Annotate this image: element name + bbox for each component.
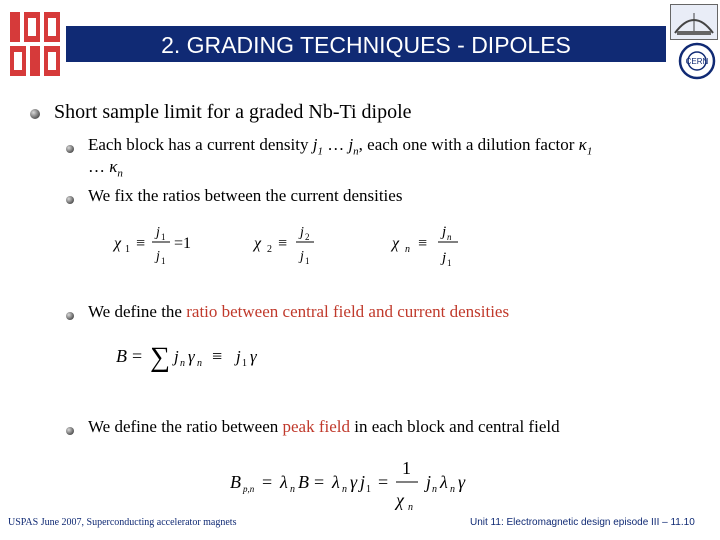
sub-bullet-icon — [66, 427, 74, 435]
sub-bullet-central-field-ratio: We define the ratio between central field and current densities — [88, 302, 510, 321]
svg-text:∑: ∑ — [150, 342, 170, 373]
svg-text:j: j — [442, 224, 447, 240]
sub-bullet-icon — [66, 145, 74, 153]
svg-text:j: j — [156, 225, 160, 240]
svg-text:λ: λ — [280, 472, 288, 492]
sub-bullet-fix-ratios: We fix the ratios between the current densities — [88, 186, 403, 205]
svg-text:j: j — [156, 249, 160, 264]
svg-text:λ: λ — [332, 472, 340, 492]
svg-text:n: n — [342, 484, 347, 495]
svg-text:=1: =1 — [174, 235, 192, 252]
bullet-short-sample-limit: Short sample limit for a graded Nb-Ti dipole — [54, 101, 412, 123]
svg-text:≡: ≡ — [212, 346, 223, 366]
svg-text:≡: ≡ — [136, 235, 146, 252]
svg-text:n: n — [408, 502, 413, 513]
svg-text:B: B — [230, 472, 241, 492]
svg-text:j: j — [174, 347, 179, 366]
svg-text:χ: χ — [114, 235, 122, 252]
svg-text:χ: χ — [254, 235, 262, 252]
svg-text:1: 1 — [161, 256, 166, 266]
svg-text:j: j — [442, 250, 447, 266]
bullet-icon — [30, 109, 40, 119]
svg-text:=: = — [262, 472, 273, 492]
svg-text:j: j — [300, 249, 304, 264]
svg-text:n: n — [405, 244, 410, 255]
svg-text:n: n — [450, 484, 455, 495]
cern-logo-icon — [678, 42, 716, 80]
equation-peak-field — [228, 454, 528, 518]
svg-text:γ: γ — [350, 472, 358, 492]
svg-text:2: 2 — [267, 244, 272, 255]
svg-text:χ: χ — [392, 235, 400, 252]
svg-text:≡: ≡ — [418, 235, 428, 252]
sub-bullet-peak-field-ratio: We define the ratio between peak field in each block and central field — [88, 417, 560, 436]
observatory-logo-icon — [670, 4, 718, 40]
footer-unit: Unit 11: Electromagnetic design episode III – 11.10 — [470, 517, 695, 528]
isro-logo-icon — [6, 6, 64, 80]
svg-text:1: 1 — [305, 256, 310, 266]
svg-text:n: n — [180, 358, 185, 369]
svg-text:j: j — [236, 347, 241, 366]
slide-title: 2. GRADING TECHNIQUES - DIPOLES — [161, 32, 571, 58]
svg-text:=: = — [314, 472, 325, 492]
svg-text:1: 1 — [366, 484, 371, 495]
sub-bullet-current-density-cont: … $\kappa_n$ — [88, 157, 123, 180]
sub-bullet-icon — [66, 312, 74, 320]
svg-text:1: 1 — [447, 258, 452, 268]
equation-chi-ratios — [110, 216, 480, 274]
svg-text:n: n — [432, 484, 437, 495]
svg-text:λ: λ — [440, 472, 448, 492]
sub-bullet-current-density: Each block has a current density $j_1$ … $j_n$, each one with a dilution factor $\kappa_1$ — [88, 135, 593, 158]
svg-text:1: 1 — [125, 244, 130, 255]
svg-text:1: 1 — [402, 458, 411, 478]
svg-text:γ: γ — [188, 347, 195, 366]
svg-text:n: n — [447, 232, 452, 242]
svg-text:γ: γ — [250, 347, 257, 366]
svg-text:j: j — [426, 472, 432, 492]
svg-text:B: B — [116, 346, 127, 366]
svg-text:=: = — [132, 346, 143, 366]
svg-text:1: 1 — [161, 232, 166, 242]
equation-central-field — [112, 336, 312, 376]
svg-text:n: n — [197, 358, 202, 369]
svg-text:≡: ≡ — [278, 235, 288, 252]
svg-text:χ: χ — [396, 490, 404, 510]
svg-text:γ: γ — [458, 472, 466, 492]
svg-text:1: 1 — [242, 358, 247, 369]
footer-course: USPAS June 2007, Superconducting accelerator magnets — [8, 517, 237, 528]
svg-text:j: j — [360, 472, 366, 492]
sub-bullet-icon — [66, 196, 74, 204]
svg-text:CERN: CERN — [685, 57, 709, 66]
svg-text:p,n: p,n — [243, 484, 255, 494]
svg-text:=: = — [378, 472, 389, 492]
svg-text:B: B — [298, 472, 309, 492]
svg-text:j: j — [300, 225, 304, 240]
svg-text:2: 2 — [305, 232, 310, 242]
svg-text:n: n — [290, 484, 295, 495]
